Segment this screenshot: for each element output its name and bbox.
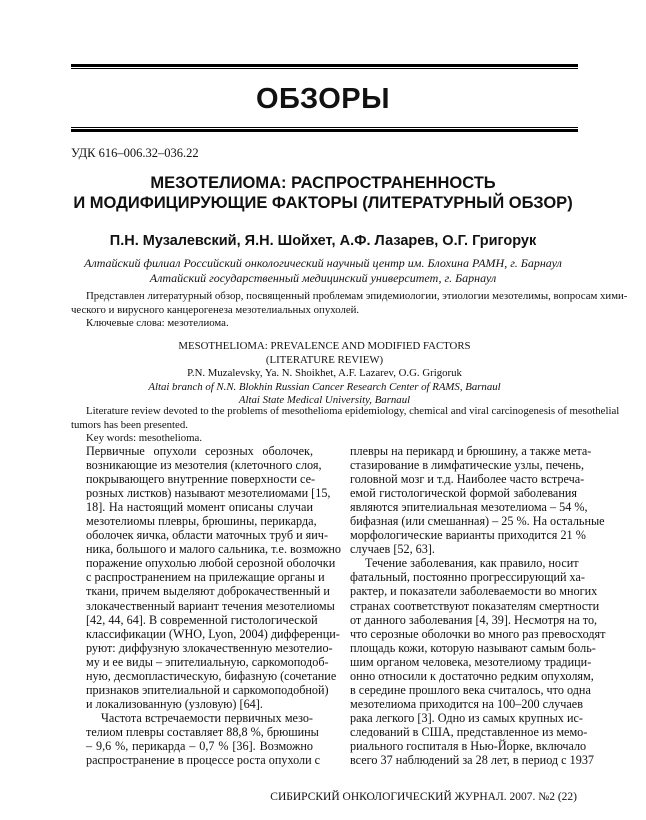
abstract-ru xyxy=(71,290,628,331)
text-line: Первичные опухоли серозных оболочек, xyxy=(86,444,313,458)
text-line: шим органом человека, мезотелиому традици- xyxy=(350,654,592,669)
section-rule-thick xyxy=(71,129,578,132)
text-line: мезотелиомы плевры, брюшины, перикарда, xyxy=(86,514,317,529)
affiliations-ru xyxy=(40,256,606,286)
text-line: 18]. На настоящий момент описаны случаи xyxy=(86,500,313,515)
paragraph xyxy=(335,556,606,768)
abstract-en xyxy=(71,405,620,446)
text-line: руют: диффузную злокачественную мезотелио- xyxy=(86,640,333,655)
text-line: возникающие из мезотелия (клеточного слоя, xyxy=(86,458,322,473)
text-line: поражение опухолью любой серозной оболочки xyxy=(86,556,336,571)
text-line: ника, большого и малого сальника, т.е. возможно xyxy=(86,542,342,557)
abstract-en-line-1: Literature review devoted to the problems of mesothelioma epidemiology, chemical and viral carcinogenesis of mesothelial xyxy=(86,405,620,417)
text-line: в середине прошлого века считалось, что одна xyxy=(350,682,591,697)
top-rule-thin xyxy=(71,68,578,69)
abstract-en-line-2: tumors has been presented. xyxy=(71,418,188,431)
text-line: оболочек яичка, области маточных труб и яич- xyxy=(86,528,328,543)
text-line: злокачественный вариант течения мезотелиомы xyxy=(86,598,335,613)
title-line-2: И МОДИФИЦИРУЮЩИЕ ФАКТОРЫ (ЛИТЕРАТУРНЫЙ ОБЗОР) xyxy=(73,194,573,212)
text-line: бифазная (или смешанная) – 25 %. На остальные xyxy=(350,514,605,529)
journal-footer: СИБИРСКИЙ ОНКОЛОГИЧЕСКИЙ ЖУРНАЛ. 2007. №2 (22) xyxy=(270,791,577,803)
text-line: от данного заболевания [4, 39]. Несмотря на то, xyxy=(350,612,598,627)
text-line: плевры на перикард и брюшину, а также мета- xyxy=(350,444,592,458)
text-line: странах соответствуют показателям смертности xyxy=(350,598,600,613)
title-en-line-1: MESOTHELIOMA: PREVALENCE AND MODIFIED FACTORS xyxy=(178,340,471,352)
abstract-ru-line-2: ческого и вирусного канцерогенеза мезотелиальных опухолей. xyxy=(71,303,360,316)
text-line: являются эпителиальная мезотелиома – 54 %, xyxy=(350,500,588,515)
text-line: – 9,6 %, перикарда – 0,7 % [36]. Возможно xyxy=(86,738,313,753)
text-line: классификации (WHO, Lyon, 2004) дифференци- xyxy=(86,626,340,641)
text-line: всего 37 наблюдений за 28 лет, в период с 1937 xyxy=(350,753,595,768)
body-column-left xyxy=(71,444,342,768)
text-line: мезотелиома приходится на 100–200 случаев xyxy=(350,696,583,711)
udc-code: УДК 616–006.32–036.22 xyxy=(71,146,199,160)
text-line: [42, 44, 64]. В современной гистологической xyxy=(86,612,318,627)
keywords-ru: Ключевые слова: мезотелиома. xyxy=(86,317,229,329)
section-rule-thin xyxy=(71,127,578,128)
paragraph xyxy=(71,710,321,768)
text-line: рактер, и показатели заболеваемости во многих xyxy=(350,584,598,599)
authors-en: P.N. Muzalevsky, Ya. N. Shoikhet, A.F. Lazarev, O.G. Grigoruk xyxy=(187,367,462,379)
text-line: с распространением на прилежащие органы и xyxy=(86,570,325,585)
authors-ru: П.Н. Музалевский, Я.Н. Шойхет, А.Ф. Лазарев, О.Г. Григорук xyxy=(109,233,537,249)
affiliation-ru-2: Алтайский государственный медицинский университет, г. Барнаул xyxy=(149,271,497,285)
text-line: емой гистологической формой заболевания xyxy=(350,486,577,501)
text-line: головной мозг и т.д. Наиболее часто встреча- xyxy=(350,472,585,487)
abstract-ru-line-1: Представлен литературный обзор, посвященный проблемам эпидемиологии, этиологии мезотелимы, вопросам хими- xyxy=(86,290,628,302)
text-line: ткани, причем выделяют доброкачественный и xyxy=(86,584,330,599)
text-line: рака легкого [3]. Одно из самых крупных ис- xyxy=(350,710,583,725)
text-line: му и ее виды – эпителиальную, саркомоподоб- xyxy=(86,654,329,669)
text-line: покрывающего внутренние поверхности се- xyxy=(86,472,316,487)
text-line: распространение в процессе роста опухоли с xyxy=(86,753,321,768)
top-rule-thick xyxy=(71,64,578,67)
text-line: морфологические варианты приходится 21 % xyxy=(350,528,586,543)
text-line: риального госпиталя в Нью-Йорке, включало xyxy=(350,738,587,753)
text-line: фатальный, постоянно прогрессирующий ха- xyxy=(350,570,585,585)
keywords-en: Key words: mesothelioma. xyxy=(86,432,203,444)
text-line: Частота встречаемости первичных мезо- xyxy=(101,710,313,725)
text-line: что серозные оболочки во много раз превосходят xyxy=(350,626,606,641)
text-line: площадь кожи, которую называют самым боль- xyxy=(350,640,596,655)
article-title-ru xyxy=(40,173,606,213)
article-title-en xyxy=(71,340,578,408)
affiliation-en-2: Altai State Medical University, Barnaul xyxy=(238,394,411,406)
text-line: признаков эпителиальной и саркомоподобной) xyxy=(86,682,329,697)
text-line: онно относили к достаточно редким опухолям, xyxy=(350,668,594,683)
text-line: случаев [52, 63]. xyxy=(350,542,435,557)
paragraph xyxy=(71,444,342,711)
text-line: телиом плевры составляет 88,8 %, брюшины xyxy=(86,724,319,739)
text-line: Течение заболевания, как правило, носит xyxy=(365,556,579,571)
body-column-right xyxy=(335,444,606,768)
title-line-1: МЕЗОТЕЛИОМА: РАСПРОСТРАНЕННОСТЬ xyxy=(150,174,496,192)
text-line: стазирование в лимфатические узлы, печень, xyxy=(350,458,584,473)
affiliation-ru-1: Алтайский филиал Российский онкологический научный центр им. Блохина РАМН, г. Барнаул xyxy=(84,256,562,270)
text-line: и локализованную (узловую) [64]. xyxy=(86,696,263,711)
section-title: ОБЗОРЫ xyxy=(255,83,391,115)
paragraph xyxy=(335,444,605,557)
text-line: ную, десмопластическую, бифазную (сочетание xyxy=(86,668,337,683)
text-line: следований в США, представленное из мемо- xyxy=(350,724,588,739)
affiliation-en-1: Altai branch of N.N. Blokhin Russian Cancer Research Center of RAMS, Barnaul xyxy=(148,380,501,393)
title-en-line-2: (LITERATURE REVIEW) xyxy=(265,353,384,366)
text-line: розных листков) называют мезотелиомами [15, xyxy=(86,486,331,501)
